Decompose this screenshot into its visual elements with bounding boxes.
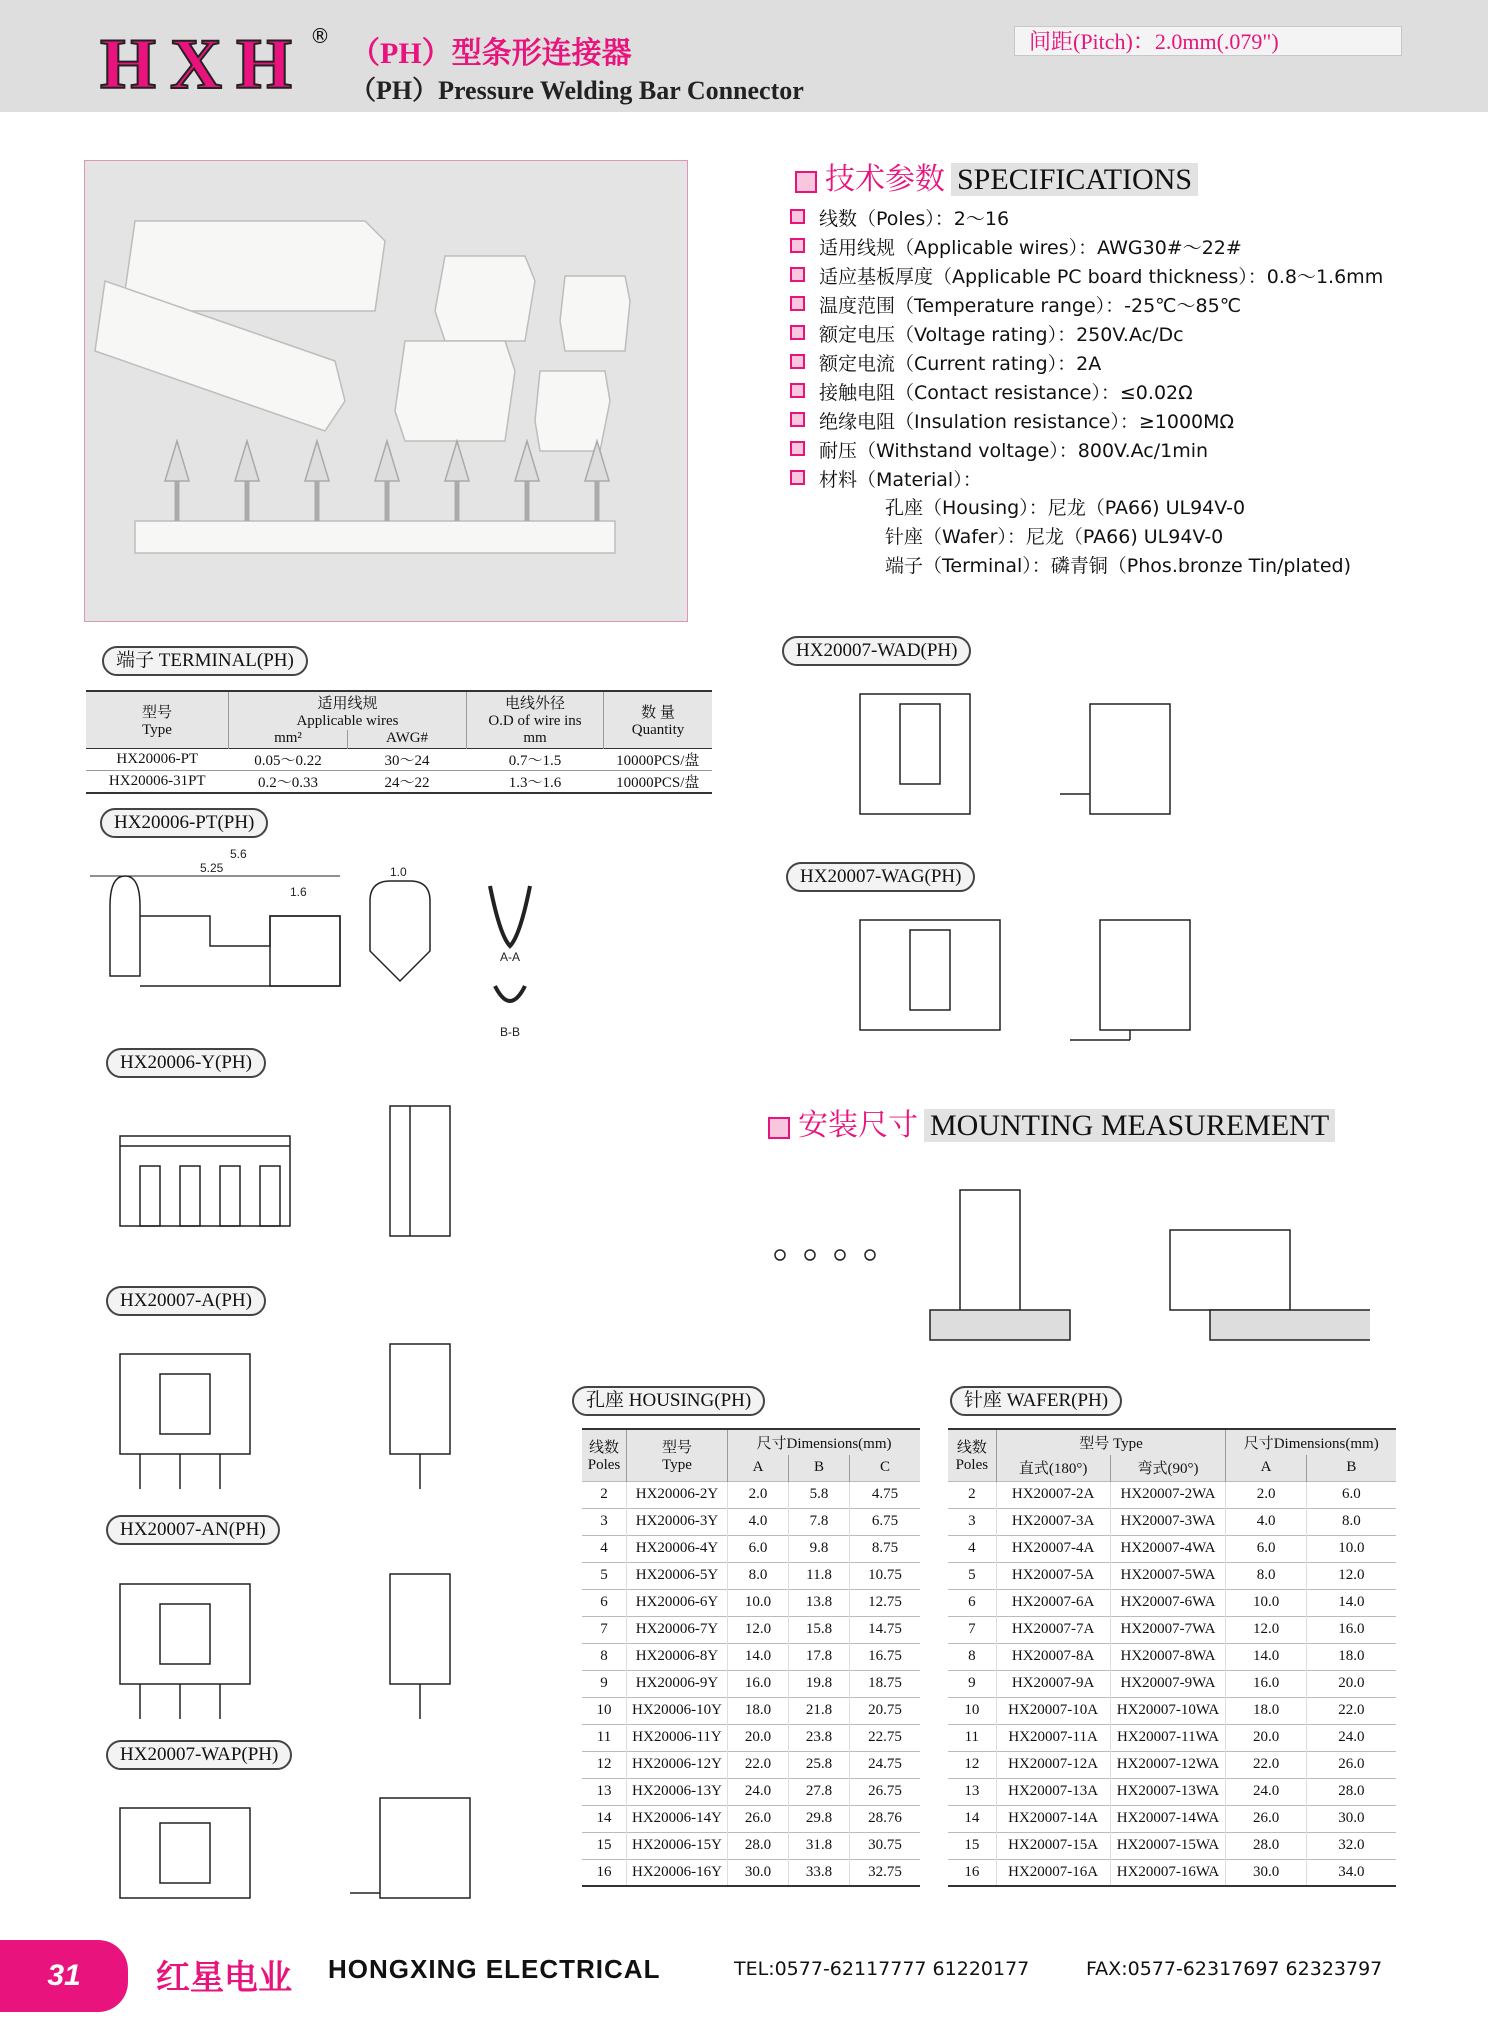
table-cell: 14.75 <box>868 1621 902 1637</box>
table-cell: HX20006-2Y <box>627 1481 728 1508</box>
table-cell: 11 <box>948 1724 996 1751</box>
product-photo-illustration <box>85 161 687 621</box>
table-cell: 30.0 <box>1226 1859 1306 1886</box>
table-cell: 16.75 <box>868 1648 902 1664</box>
wafer-a-drawing <box>110 1324 520 1504</box>
dim-label: 1.0 <box>390 865 407 879</box>
table-cell: 20.75 <box>868 1702 902 1718</box>
table-cell: HX20007-6WA <box>1110 1589 1226 1616</box>
table-cell: 7 <box>582 1616 627 1643</box>
table-cell: 8 <box>948 1643 996 1670</box>
table-cell: 24.0 <box>1226 1778 1306 1805</box>
table-cell: HX20007-15A <box>996 1832 1110 1859</box>
table-cell: 10.0 <box>1226 1589 1306 1616</box>
table-cell: HX20007-9WA <box>1110 1670 1226 1697</box>
page-title-en: （PH）Pressure Welding Bar Connector <box>350 76 804 105</box>
table-cell: 16.0 <box>1226 1670 1306 1697</box>
housing-table <box>582 1428 920 1887</box>
table-cell: 25.8 <box>789 1751 850 1778</box>
table-cell: 15.8 <box>789 1616 850 1643</box>
table-row <box>582 1724 920 1751</box>
table-row <box>948 1616 1396 1643</box>
table-cell: HX20006-12Y <box>627 1751 728 1778</box>
th-a: A <box>728 1455 789 1481</box>
bullet-icon <box>790 325 805 340</box>
table-cell: 12.0 <box>1226 1616 1306 1643</box>
table-cell: 30.0 <box>1338 1810 1365 1826</box>
th-qty: 数 量 Quantity <box>631 704 685 738</box>
table-cell: 14.0 <box>1226 1643 1306 1670</box>
table-cell: HX20007-4WA <box>1110 1535 1226 1562</box>
dim-label: 5.6 <box>230 847 247 861</box>
drawing-label-wag: HX20007-WAG(PH) <box>786 862 975 892</box>
table-cell: HX20007-15WA <box>1110 1832 1226 1859</box>
material-housing: 孔座（Housing）：尼龙（PA66) UL94V-0 <box>885 497 1246 519</box>
bullet-icon <box>790 470 805 485</box>
table-row <box>948 1724 1396 1751</box>
bullet-icon <box>790 354 805 369</box>
table-cell: 16 <box>948 1859 996 1886</box>
wafer-wap-drawing <box>110 1778 520 1918</box>
table-cell: 20.0 <box>1226 1724 1306 1751</box>
bullet-icon <box>790 267 805 282</box>
th-wires: 适用线规 Applicable wires <box>229 691 467 730</box>
table-cell: 7.8 <box>789 1508 850 1535</box>
th-type: 型号 Type <box>86 691 229 748</box>
table-cell: 8.0 <box>1226 1562 1306 1589</box>
table-row <box>582 1805 920 1832</box>
wafer-table <box>948 1428 1396 1887</box>
table-cell: 6.0 <box>1342 1486 1361 1502</box>
table-cell: 4 <box>948 1535 996 1562</box>
mounting-drawing <box>730 1150 1370 1370</box>
table-cell: 11.8 <box>789 1562 850 1589</box>
spec-item: 材料（Material）： <box>790 465 982 492</box>
table-cell: 27.8 <box>789 1778 850 1805</box>
table-cell: HX20007-10A <box>996 1697 1110 1724</box>
table-cell: HX20007-10WA <box>1110 1697 1226 1724</box>
table-cell: 13 <box>582 1778 627 1805</box>
table-row: HX20006-31PT 0.2～0.33 24～22 1.3～1.6 10000PCS/盘 <box>86 770 712 793</box>
table-cell: 5.8 <box>789 1481 850 1508</box>
table-row <box>582 1562 920 1589</box>
table-cell: HX20007-13WA <box>1110 1778 1226 1805</box>
table-row <box>582 1535 920 1562</box>
pitch-box: 间距(Pitch)：2.0mm(.079") <box>1014 26 1402 56</box>
table-cell: 21.8 <box>789 1697 850 1724</box>
th-awg: AWG# <box>348 730 467 748</box>
spec-item: 线数（Poles）：2～16 <box>790 204 1009 231</box>
th-type: 型号 Type <box>996 1429 1226 1455</box>
table-cell: HX20007-12WA <box>1110 1751 1226 1778</box>
table-row <box>582 1751 920 1778</box>
table-cell: 12.0 <box>728 1616 789 1643</box>
th-mm2: mm² <box>229 730 348 748</box>
spec-item: 适应基板厚度（Applicable PC board thickness）：0.8～1.6mm <box>790 262 1383 289</box>
table-cell: 32.0 <box>1338 1837 1365 1853</box>
th-angle: 弯式(90°) <box>1110 1455 1226 1481</box>
dim-label: B-B <box>500 1025 521 1039</box>
housing-table-body <box>582 1481 920 1886</box>
table-cell: 14 <box>582 1805 627 1832</box>
spec-item: 接触电阻（Contact resistance）：≤0.02Ω <box>790 378 1193 405</box>
table-cell: 4.0 <box>728 1508 789 1535</box>
table-cell: 32.75 <box>868 1863 902 1880</box>
table-cell: HX20007-7WA <box>1110 1616 1226 1643</box>
housing-label: 孔座 HOUSING(PH) <box>572 1386 765 1416</box>
table-cell: 28.0 <box>1226 1832 1306 1859</box>
table-cell: HX20007-2A <box>996 1481 1110 1508</box>
table-cell: HX20007-3WA <box>1110 1508 1226 1535</box>
table-cell: 18.0 <box>1338 1648 1365 1664</box>
table-cell: HX20007-12A <box>996 1751 1110 1778</box>
spec-item: 温度范围（Temperature range）：-25℃～85℃ <box>790 291 1241 318</box>
table-cell: HX20007-2WA <box>1110 1481 1226 1508</box>
th-straight: 直式(180°) <box>996 1455 1110 1481</box>
table-cell: 4.0 <box>1226 1508 1306 1535</box>
table-row <box>582 1643 920 1670</box>
table-cell: 5 <box>948 1562 996 1589</box>
table-cell: 24.75 <box>868 1756 902 1772</box>
table-cell: 9 <box>948 1670 996 1697</box>
terminal-label: 端子 TERMINAL(PH) <box>102 646 308 676</box>
table-cell: 12 <box>582 1751 627 1778</box>
table-cell: 13.8 <box>789 1589 850 1616</box>
table-cell: 18.0 <box>728 1697 789 1724</box>
table-row <box>948 1589 1396 1616</box>
table-cell: 18.0 <box>1226 1697 1306 1724</box>
material-terminal: 端子（Terminal）：磷青铜（Phos.bronze Tin/plated) <box>885 555 1352 577</box>
table-cell: HX20006-10Y <box>627 1697 728 1724</box>
table-cell: 16.0 <box>728 1670 789 1697</box>
table-row <box>582 1697 920 1724</box>
table-cell: 26.75 <box>868 1783 902 1799</box>
bullet-icon <box>790 441 805 456</box>
table-cell: 19.8 <box>789 1670 850 1697</box>
table-row <box>948 1859 1396 1886</box>
table-cell: HX20006-15Y <box>627 1832 728 1859</box>
table-cell: 4 <box>582 1535 627 1562</box>
table-cell: HX20007-3A <box>996 1508 1110 1535</box>
table-cell: HX20006-6Y <box>627 1589 728 1616</box>
table-cell: 13 <box>948 1778 996 1805</box>
table-cell: 2 <box>948 1481 996 1508</box>
table-cell: HX20007-13A <box>996 1778 1110 1805</box>
table-row <box>948 1697 1396 1724</box>
table-cell: 30.0 <box>728 1859 789 1886</box>
bullet-icon <box>790 296 805 311</box>
company-name-cn: 红星电业 <box>156 1958 292 1998</box>
th-mm: mm <box>467 730 604 748</box>
table-row <box>948 1508 1396 1535</box>
table-cell: 10.75 <box>868 1567 902 1583</box>
th-b: B <box>1346 1459 1357 1476</box>
product-photo <box>84 160 688 622</box>
table-row <box>582 1778 920 1805</box>
table-row <box>948 1832 1396 1859</box>
table-cell: 26.0 <box>1226 1805 1306 1832</box>
table-cell: 26.0 <box>1338 1756 1365 1772</box>
table-cell: 23.8 <box>789 1724 850 1751</box>
spec-item: 额定电流（Current rating）：2A <box>790 349 1101 376</box>
table-cell: 6.0 <box>1226 1535 1306 1562</box>
th-poles: 线数 Poles <box>582 1429 627 1481</box>
th-type: 型号 Type <box>627 1429 728 1481</box>
terminal-table <box>86 690 712 794</box>
drawing-label-an: HX20007-AN(PH) <box>106 1515 280 1545</box>
bullet-icon <box>790 412 805 427</box>
table-cell: 22.0 <box>1338 1702 1365 1718</box>
wafer-wad-drawing <box>850 674 1320 854</box>
table-cell: 28.76 <box>868 1810 902 1826</box>
table-cell: HX20006-11Y <box>627 1724 728 1751</box>
table-cell: 31.8 <box>789 1832 850 1859</box>
table-cell: 14.0 <box>728 1643 789 1670</box>
table-cell: 29.8 <box>789 1805 850 1832</box>
table-row <box>948 1535 1396 1562</box>
table-cell: 22.75 <box>868 1729 902 1745</box>
table-cell: 24.0 <box>1338 1729 1365 1745</box>
table-row: HX20006-PT 0.05～0.22 30～24 0.7～1.5 10000PCS/盘 <box>86 748 712 770</box>
drawing-label-y: HX20006-Y(PH) <box>106 1048 266 1078</box>
table-cell: 20.0 <box>1338 1675 1365 1691</box>
fax: FAX:0577-62317697 62323797 <box>1086 1958 1383 1980</box>
table-cell: HX20007-8A <box>996 1643 1110 1670</box>
table-row <box>582 1481 920 1508</box>
table-cell: 12.0 <box>1338 1567 1365 1583</box>
heading-bullet-icon <box>768 1117 790 1139</box>
table-row <box>948 1670 1396 1697</box>
table-cell: 14 <box>948 1805 996 1832</box>
specifications-heading: 技术参数 SPECIFICATIONS <box>795 154 1198 198</box>
table-cell: HX20007-11WA <box>1110 1724 1226 1751</box>
table-cell: 22.0 <box>1226 1751 1306 1778</box>
table-cell: HX20007-7A <box>996 1616 1110 1643</box>
table-cell: 4.75 <box>871 1486 899 1502</box>
table-row <box>582 1508 920 1535</box>
th-od: 电线外径 O.D of wire ins <box>467 691 604 730</box>
spec-item: 额定电压（Voltage rating）：250V.Ac/Dc <box>790 320 1184 347</box>
wafer-wag-drawing <box>850 900 1320 1080</box>
table-cell: HX20007-16WA <box>1110 1859 1226 1886</box>
table-cell: 22.0 <box>728 1751 789 1778</box>
registered-mark: ® <box>310 24 330 48</box>
page-title-cn: （PH）型条形连接器 <box>350 37 632 70</box>
table-cell: 11 <box>582 1724 627 1751</box>
table-row <box>948 1778 1396 1805</box>
table-cell: 6 <box>948 1589 996 1616</box>
table-cell: HX20007-4A <box>996 1535 1110 1562</box>
table-cell: 7 <box>948 1616 996 1643</box>
table-cell: 8 <box>582 1643 627 1670</box>
drawing-label-a: HX20007-A(PH) <box>106 1286 266 1316</box>
page-number: 31 <box>0 1940 128 2012</box>
table-cell: 14.0 <box>1338 1594 1365 1610</box>
table-cell: HX20007-5A <box>996 1562 1110 1589</box>
table-cell: 10.0 <box>1338 1540 1365 1556</box>
table-cell: 26.0 <box>728 1805 789 1832</box>
table-row <box>948 1751 1396 1778</box>
table-row <box>948 1481 1396 1508</box>
table-cell: 18.75 <box>868 1675 902 1691</box>
wafer-table-body <box>948 1481 1396 1886</box>
table-row <box>582 1589 920 1616</box>
table-cell: 8.0 <box>1342 1513 1361 1529</box>
table-cell: 20.0 <box>728 1724 789 1751</box>
wafer-an-drawing <box>110 1554 520 1734</box>
dim-label: 5.25 <box>200 861 224 875</box>
table-cell: 2.0 <box>728 1481 789 1508</box>
wafer-label: 针座 WAFER(PH) <box>950 1386 1122 1416</box>
drawing-label-wad: HX20007-WAD(PH) <box>782 636 971 666</box>
table-cell: 34.0 <box>1338 1863 1365 1880</box>
table-cell: 10 <box>948 1697 996 1724</box>
hxh-logo: HXH <box>100 24 307 104</box>
table-cell: 10 <box>582 1697 627 1724</box>
dim-label: 1.6 <box>290 885 307 899</box>
table-cell: 9.8 <box>789 1535 850 1562</box>
table-cell: 8.0 <box>728 1562 789 1589</box>
housing-drawing <box>110 1086 520 1286</box>
table-cell: HX20007-6A <box>996 1589 1110 1616</box>
company-name-en: HONGXING ELECTRICAL <box>328 1954 661 1984</box>
table-cell: 16.0 <box>1338 1621 1365 1637</box>
th-dims: 尺寸Dimensions(mm) <box>1243 1436 1379 1452</box>
th-a: A <box>1226 1455 1306 1481</box>
table-cell: HX20006-5Y <box>627 1562 728 1589</box>
table-cell: 12 <box>948 1751 996 1778</box>
table-cell: 3 <box>582 1508 627 1535</box>
table-cell: HX20007-9A <box>996 1670 1110 1697</box>
table-row <box>582 1670 920 1697</box>
table-cell: 3 <box>948 1508 996 1535</box>
table-cell: HX20007-11A <box>996 1724 1110 1751</box>
table-cell: 2 <box>582 1481 627 1508</box>
table-cell: 6 <box>582 1589 627 1616</box>
spec-item: 耐压（Withstand voltage）：800V.Ac/1min <box>790 436 1208 463</box>
dim-label: A-A <box>500 950 521 964</box>
table-cell: HX20006-14Y <box>627 1805 728 1832</box>
th-c: C <box>879 1459 890 1476</box>
table-row <box>948 1562 1396 1589</box>
table-cell: HX20006-8Y <box>627 1643 728 1670</box>
table-cell: 17.8 <box>789 1643 850 1670</box>
th-poles: 线数 Poles <box>948 1429 996 1481</box>
bullet-icon <box>790 209 805 224</box>
table-cell: HX20006-4Y <box>627 1535 728 1562</box>
material-wafer: 针座（Wafer）：尼龙（PA66) UL94V-0 <box>885 526 1224 548</box>
spec-item: 绝缘电阻（Insulation resistance）：≥1000MΩ <box>790 407 1234 434</box>
table-cell: 12.75 <box>868 1594 902 1610</box>
bullet-icon <box>790 238 805 253</box>
table-cell: 30.75 <box>868 1837 902 1853</box>
table-cell: HX20007-14A <box>996 1805 1110 1832</box>
table-cell: 9 <box>582 1670 627 1697</box>
table-cell: 6.75 <box>871 1513 899 1529</box>
th-dims: 尺寸Dimensions(mm) <box>756 1436 892 1452</box>
table-cell: HX20007-5WA <box>1110 1562 1226 1589</box>
heading-bullet-icon <box>795 171 817 193</box>
table-row <box>948 1805 1396 1832</box>
table-cell: 2.0 <box>1226 1481 1306 1508</box>
terminal-drawing <box>90 846 580 1046</box>
table-row <box>582 1859 920 1886</box>
table-cell: 33.8 <box>789 1859 850 1886</box>
table-cell: 10.0 <box>728 1589 789 1616</box>
spec-item: 适用线规（Applicable wires）：AWG30#～22# <box>790 233 1242 260</box>
table-cell: HX20006-13Y <box>627 1778 728 1805</box>
table-cell: 15 <box>948 1832 996 1859</box>
table-cell: 28.0 <box>1338 1783 1365 1799</box>
table-cell: HX20006-9Y <box>627 1670 728 1697</box>
table-cell: HX20007-16A <box>996 1859 1110 1886</box>
table-cell: 16 <box>582 1859 627 1886</box>
table-cell: HX20006-7Y <box>627 1616 728 1643</box>
table-cell: HX20006-3Y <box>627 1508 728 1535</box>
table-cell: 5 <box>582 1562 627 1589</box>
table-cell: 28.0 <box>728 1832 789 1859</box>
drawing-label-pt: HX20006-PT(PH) <box>100 808 268 838</box>
telephone: TEL:0577-62117777 61220177 <box>734 1958 1030 1980</box>
drawing-label-wap: HX20007-WAP(PH) <box>106 1740 292 1770</box>
table-cell: 15 <box>582 1832 627 1859</box>
table-cell: HX20007-14WA <box>1110 1805 1226 1832</box>
bullet-icon <box>790 383 805 398</box>
table-cell: 24.0 <box>728 1778 789 1805</box>
th-b: B <box>789 1455 850 1481</box>
mounting-heading: 安装尺寸 MOUNTING MEASUREMENT <box>768 1100 1335 1144</box>
table-row <box>582 1832 920 1859</box>
table-row <box>582 1616 920 1643</box>
table-cell: 8.75 <box>871 1540 899 1556</box>
table-cell: HX20006-16Y <box>627 1859 728 1886</box>
table-row <box>948 1643 1396 1670</box>
table-cell: 6.0 <box>728 1535 789 1562</box>
table-cell: HX20007-8WA <box>1110 1643 1226 1670</box>
